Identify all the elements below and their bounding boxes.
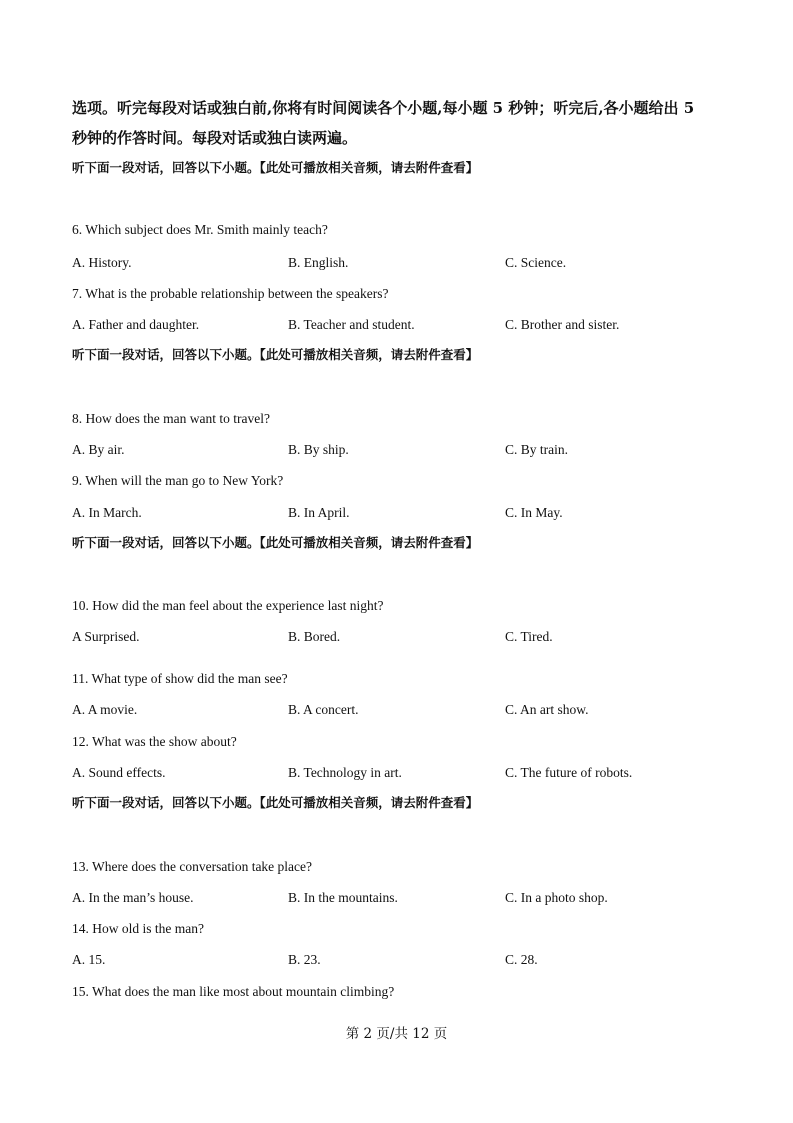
q14-option-a: A. 15. <box>72 952 106 967</box>
question-15: 15. What does the man like most about mountain climbing? <box>72 984 395 999</box>
q7-option-c: C. Brother and sister. <box>505 317 620 332</box>
section-directive-1: 听下面一段对话，回答以下小题。【此处可播放相关音频，请去附件查看】 <box>72 160 479 175</box>
q12-option-b: B. Technology in art. <box>288 765 402 780</box>
instructions-line-1: 选项。听完每段对话或独白前,你将有时间阅读各个小题,每小题 5 秒钟；听完后,各小题给出 5 <box>72 99 695 117</box>
question-10: 10. How did the man feel about the experience last night? <box>72 598 384 613</box>
q10-option-c: C. Tired. <box>505 629 553 644</box>
q14-option-b: B. 23. <box>288 952 321 967</box>
q7-option-b: B. Teacher and student. <box>288 317 415 332</box>
page-number-footer: 第 2 页/共 12 页 <box>345 1026 448 1042</box>
q13-option-c: C. In a photo shop. <box>505 890 608 905</box>
q8-option-c: C. By train. <box>505 442 568 457</box>
section-directive-4: 听下面一段对话，回答以下小题。【此处可播放相关音频，请去附件查看】 <box>72 795 479 810</box>
question-11: 11. What type of show did the man see? <box>72 671 288 686</box>
question-12: 12. What was the show about? <box>72 734 237 749</box>
q13-option-b: B. In the mountains. <box>288 890 398 905</box>
q6-option-a: A. History. <box>72 255 132 270</box>
q12-option-c: C. The future of robots. <box>505 765 633 780</box>
q11-option-c: C. An art show. <box>505 702 589 717</box>
question-8: 8. How does the man want to travel? <box>72 411 270 426</box>
q11-option-a: A. A movie. <box>72 702 138 717</box>
q14-option-c: C. 28. <box>505 952 538 967</box>
q12-option-a: A. Sound effects. <box>72 765 166 780</box>
q7-option-a: A. Father and daughter. <box>72 317 200 332</box>
q9-option-a: A. In March. <box>72 505 142 520</box>
instructions-line-2: 秒钟的作答时间。每段对话或独白读两遍。 <box>72 129 358 147</box>
q13-option-a: A. In the man’s house. <box>72 890 194 905</box>
q9-option-c: C. In May. <box>505 505 563 520</box>
question-13: 13. Where does the conversation take place? <box>72 859 313 874</box>
q9-option-b: B. In April. <box>288 505 350 520</box>
question-14: 14. How old is the man? <box>72 921 204 936</box>
section-directive-2: 听下面一段对话，回答以下小题。【此处可播放相关音频，请去附件查看】 <box>72 347 479 362</box>
q10-option-a: A Surprised. <box>72 629 140 644</box>
section-directive-3: 听下面一段对话，回答以下小题。【此处可播放相关音频，请去附件查看】 <box>72 535 479 550</box>
q10-option-b: B. Bored. <box>288 629 341 644</box>
question-6: 6. Which subject does Mr. Smith mainly teach? <box>72 222 328 237</box>
question-7: 7. What is the probable relationship between the speakers? <box>72 286 389 301</box>
q6-option-c: C. Science. <box>505 255 567 270</box>
q8-option-b: B. By ship. <box>288 442 349 457</box>
q6-option-b: B. English. <box>288 255 349 270</box>
q11-option-b: B. A concert. <box>288 702 359 717</box>
question-9: 9. When will the man go to New York? <box>72 473 284 488</box>
q8-option-a: A. By air. <box>72 442 125 457</box>
